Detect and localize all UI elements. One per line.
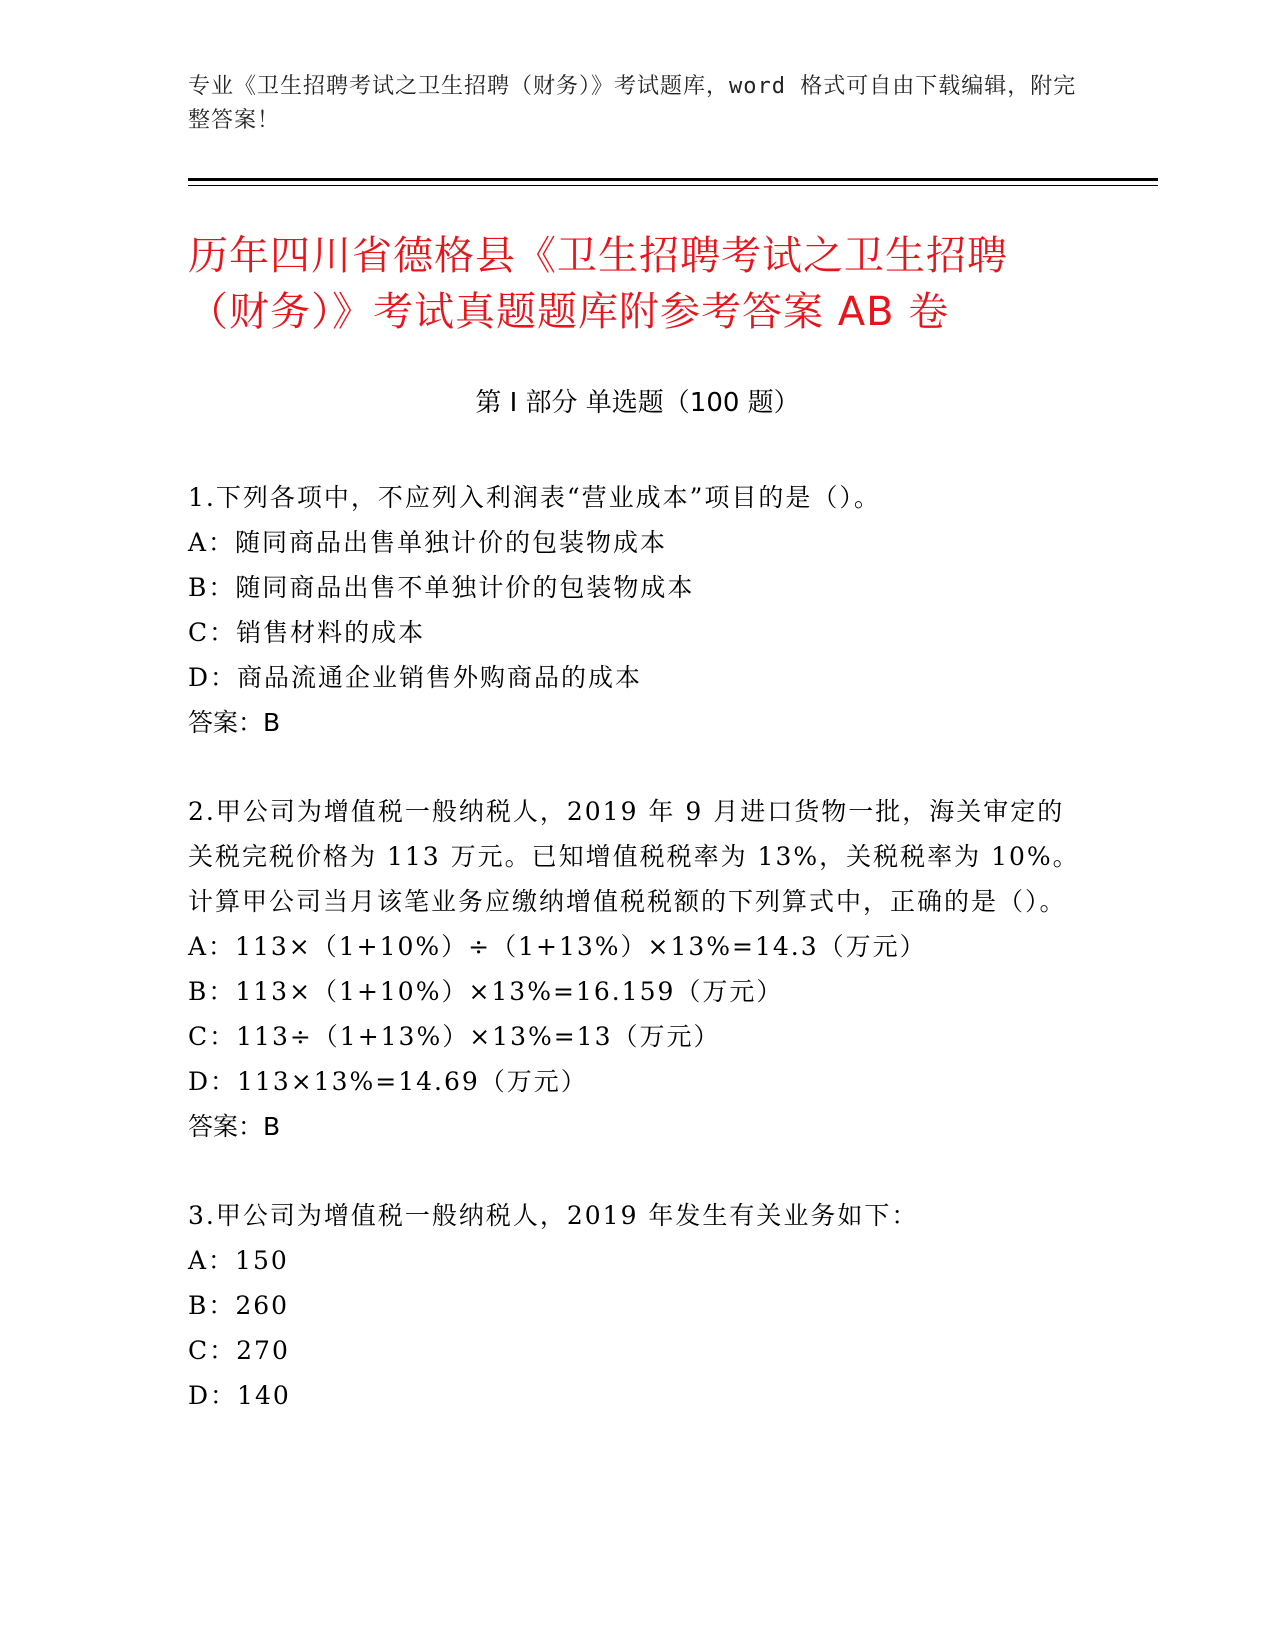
question-stem: 1.下列各项中，不应列入利润表“营业成本”项目的是（）。 [188, 483, 881, 512]
header-rule-thick [188, 178, 1158, 181]
option-a: A：150 [188, 1246, 289, 1275]
section-title: 第 I 部分 单选题（100 题） [475, 388, 800, 418]
option-c: C：270 [188, 1336, 290, 1365]
question-stem: 2.甲公司为增值税一般纳税人，2019 年 9 月进口货物一批，海关审定的关税完税价格为 113 万元。已知增值税税率为 13%，关税税率为 10%。计算甲公司当月该笔业务应缴纳增值税税额的下列算式中，正确的是（）。 [188, 797, 1080, 916]
option-a: A：随同商品出售单独计价的包装物成本 [188, 528, 668, 557]
option-d: D：140 [188, 1381, 291, 1410]
option-b: B：113×（1+10%）×13%=16.159（万元） [188, 977, 784, 1006]
option-b: B：随同商品出售不单独计价的包装物成本 [188, 573, 695, 602]
question-2 [188, 789, 1088, 1149]
answer: 答案：B [188, 708, 281, 737]
question-1 [188, 475, 1088, 745]
option-c: C：销售材料的成本 [188, 618, 426, 647]
option-b: B：260 [188, 1291, 290, 1320]
option-c: C：113÷（1+13%）×13%=13（万元） [188, 1022, 721, 1051]
option-d: D：113×13%=14.69（万元） [188, 1067, 588, 1096]
header-rule-thin [188, 185, 1158, 186]
option-a: A：113×（1+10%）÷（1+13%）×13%=14.3（万元） [188, 932, 927, 961]
document-title: 历年四川省德格县《卫生招聘考试之卫生招聘（财务）》考试真题题库附参考答案 AB 卷 [188, 233, 1008, 335]
option-d: D：商品流通企业销售外购商品的成本 [188, 663, 643, 692]
question-list [188, 475, 1088, 1462]
answer: 答案：B [188, 1112, 281, 1141]
header-note: 专业《卫生招聘考试之卫生招聘（财务）》考试题库，word 格式可自由下载编辑，附完整答案！ [188, 74, 1077, 133]
question-stem: 3.甲公司为增值税一般纳税人，2019 年发生有关业务如下： [188, 1201, 919, 1230]
question-3 [188, 1193, 1088, 1418]
